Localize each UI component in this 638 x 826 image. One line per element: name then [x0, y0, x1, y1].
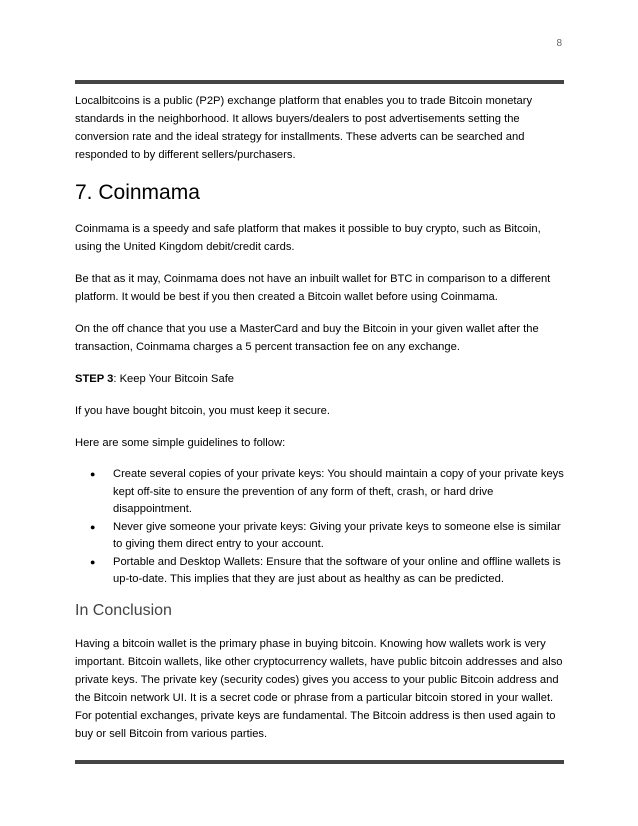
bullet-icon: ●: [90, 469, 96, 479]
step3-line: [75, 370, 565, 388]
page-number: 8: [556, 38, 562, 49]
bullet-icon: ●: [90, 521, 96, 532]
paragraph-bought: If you have bought bitcoin, you must keep it secure.: [75, 405, 330, 417]
bullet-icon: ●: [90, 556, 96, 567]
paragraph-coinmama-1: Coinmama is a speedy and safe platform that makes it possible to buy crypto, such as Bitcoin, using the United Kingdom debit/credit cards.: [75, 223, 541, 253]
list-item-text: Never give someone your private keys: Giving your private keys to someone else is similar to giving them direct entry to your account.: [113, 520, 561, 550]
step3-label: STEP 3: [75, 373, 114, 385]
paragraph-coinmama-2: Be that as it may, Coinmama does not have an inbuilt wallet for BTC in comparison to a different platform. It would be best if you then created a Bitcoin wallet before using Coinmama.: [75, 273, 551, 303]
list-item: [75, 519, 565, 554]
list-item: [75, 466, 565, 519]
header-divider: [75, 80, 564, 84]
paragraph-coinmama-3: On the off chance that you use a MasterCard and buy the Bitcoin in your given wallet after the transaction, Coinmama charges a 5 percent transaction fee on any exchange.: [75, 323, 539, 353]
list-item-text: Create several copies of your private keys: You should maintain a copy of your private keys kept off-site to ensure the prevention of any form of theft, crash, or hard drive disappointment.: [113, 468, 564, 515]
list-item: [75, 554, 565, 589]
list-item-text: Portable and Desktop Wallets: Ensure that the software of your online and offline wallets is up-to-date. This implies that they are just about as healthy as can be predicted.: [113, 555, 561, 585]
footer-divider: [75, 760, 564, 764]
paragraph-localbitcoins: Localbitcoins is a public (P2P) exchange platform that enables you to trade Bitcoin monetary standards in the neighborhood. It allows buyers/dealers to post advertisements setting the conversion rate and the ideal strategy for installments. These adverts can be searched and responded to by different sellers/purchasers.: [75, 95, 533, 161]
document-body: [75, 92, 565, 743]
step3-text: : Keep Your Bitcoin Safe: [113, 373, 235, 385]
guidelines-list: [75, 466, 565, 589]
heading-conclusion: In Conclusion: [75, 601, 172, 619]
heading-coinmama: 7. Coinmama: [75, 181, 200, 204]
paragraph-conclusion: Having a bitcoin wallet is the primary phase in buying bitcoin. Knowing how wallets work is very important. Bitcoin wallets, like other cryptocurrency wallets, have public bitcoin addresses and also private keys. The private key (security codes) gives you access to your public Bitcoin address and the Bitcoin network UI. It is a secret code or phrase from a particular bitcoin stored in your wallet. For potential exchanges, private keys are fundamental. The Bitcoin address is then used again to buy or sell Bitcoin from various parties.: [75, 637, 563, 740]
paragraph-guidelines-intro: Here are some simple guidelines to follow:: [75, 437, 286, 449]
